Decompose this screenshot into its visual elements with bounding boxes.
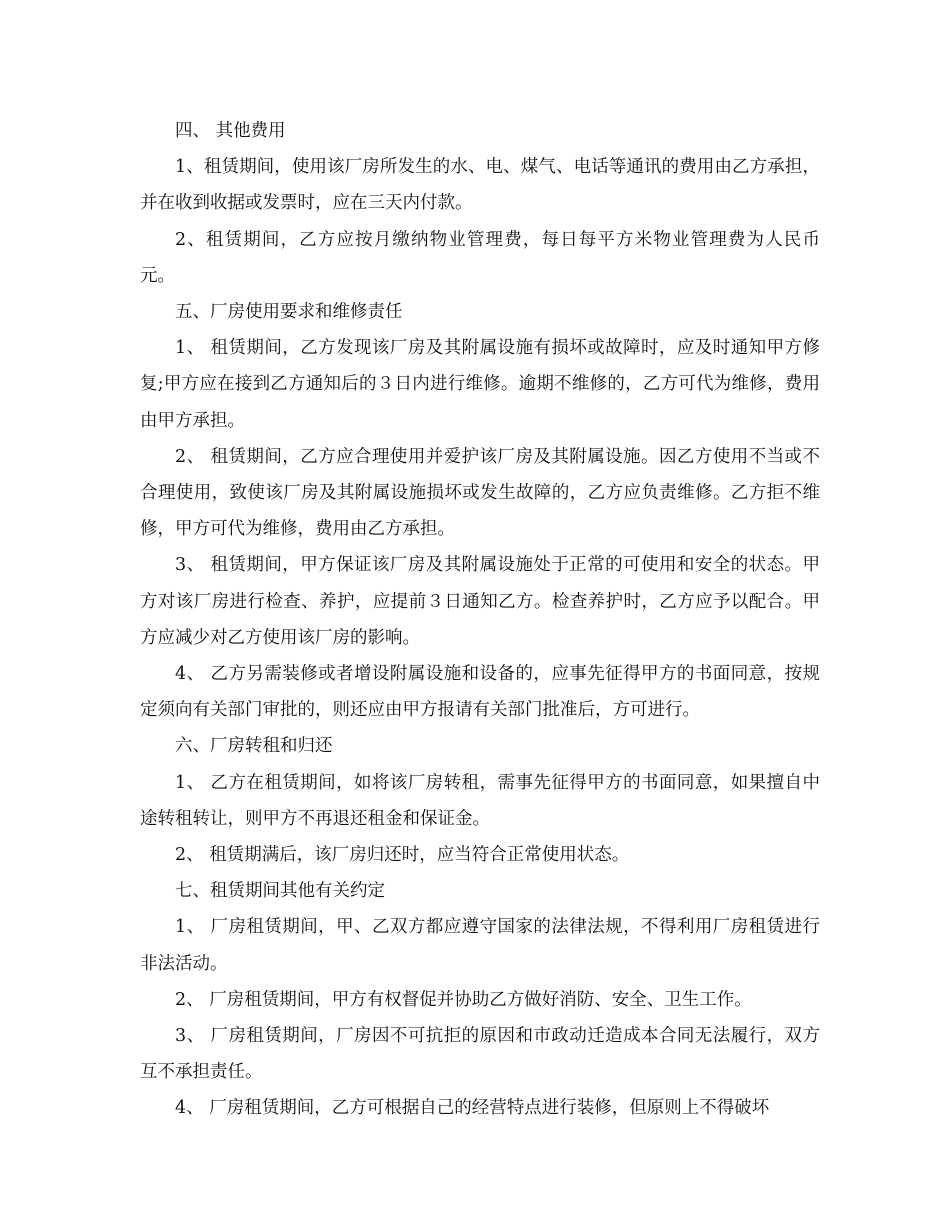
clause-maintenance-1: 1、 租赁期间，乙方发现该厂房及其附属设施有损坏或故障时，应及时通知甲方修复;甲方应在接到乙方通知后的３日内进行维修。逾期不维修的，乙方可代为维修，费用由甲方承担。 [140,338,820,431]
clause-other-3: 3、 厂房租赁期间，厂房因不可抗拒的原因和市政动迁造成本合同无法履行，双方互不承担责任。 [140,1026,820,1083]
clause-property-fee: 2、租赁期间，乙方应按月缴纳物业管理费，每日每平方米物业管理费为人民币 元。 [140,229,820,286]
clause-other-1: 1、 厂房租赁期间，甲、乙双方都应遵守国家的法律法规，不得利用厂房租赁进行非法活动。 [140,917,820,974]
clause-other-4: 4、 厂房租赁期间，乙方可根据自己的经营特点进行装修，但原则上不得破坏 [175,1098,770,1119]
section-heading-other-fees: 四、 其他费用 [175,121,286,141]
clause-utility-fees: 1、租赁期间，使用该厂房所发生的水、电、煤气、电话等通讯的费用由乙方承担，并在收到收据或发票时，应在三天内付款。 [140,157,820,214]
clause-other-2: 2、 厂房租赁期间，甲方有权督促并协助乙方做好消防、安全、卫生工作。 [175,989,752,1010]
clause-maintenance-2: 2、 租赁期间，乙方应合理使用并爱护该厂房及其附属设施。因乙方使用不当或不合理使用，致使该厂房及其附属设施损坏或发生故障的，乙方应负责维修。乙方拒不维修，甲方可代为维修，费用由乙方承担。 [140,446,820,540]
clause-sublease-2: 2、 租赁期满后，该厂房归还时，应当符合正常使用状态。 [175,845,630,866]
document-body [140,113,820,1127]
section-heading-other-terms: 七、租赁期间其他有关约定 [175,881,385,902]
clause-maintenance-3: 3、 租赁期间，甲方保证该厂房及其附属设施处于正常的可使用和安全的状态。甲方对该厂房进行检查、养护，应提前３日通知乙方。检查养护时，乙方应予以配合。甲方应减少对乙方使用该厂房的影响。 [140,555,820,648]
clause-sublease-1: 1、 乙方在租赁期间，如将该厂房转租，需事先征得甲方的书面同意，如果擅自中途转租转让，则甲方不再退还租金和保证金。 [140,772,820,829]
section-heading-sublease-return: 六、厂房转租和归还 [175,736,333,757]
section-heading-usage-maintenance: 五、厂房使用要求和维修责任 [175,302,403,323]
clause-maintenance-4: 4、 乙方另需装修或者增设附属设施和设备的，应事先征得甲方的书面同意，按规定须向有关部门审批的，则还应由甲方报请有关部门批准后，方可进行。 [140,664,820,721]
